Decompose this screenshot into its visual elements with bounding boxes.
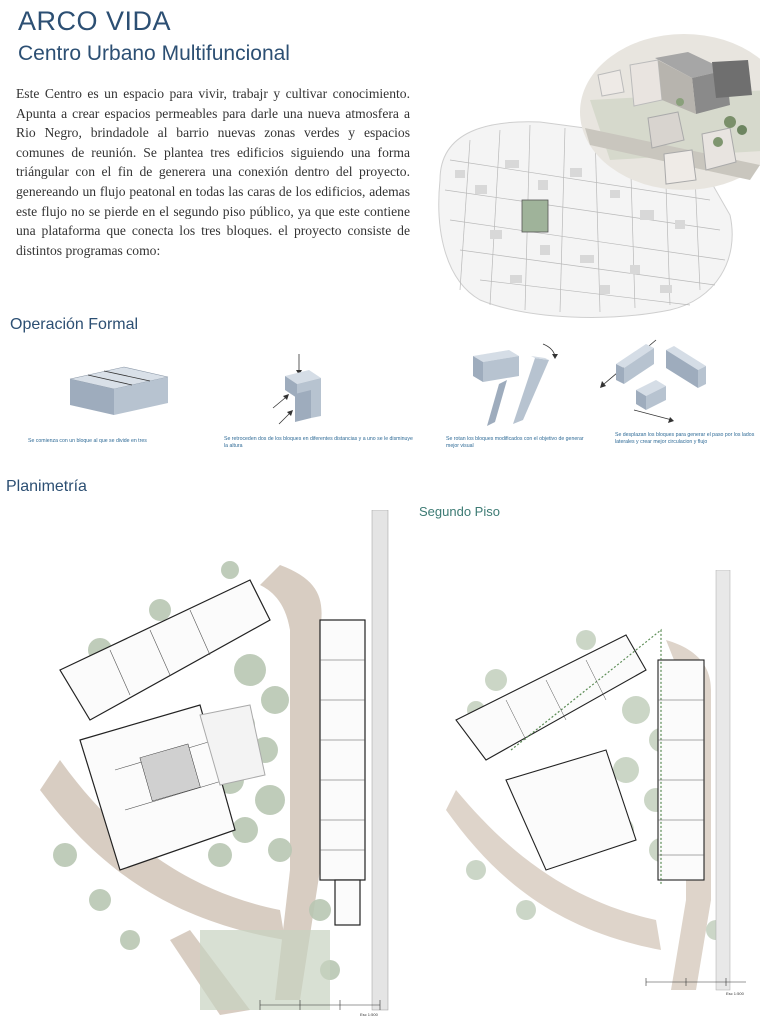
section-heading-planimetria: Planimetría: [6, 478, 87, 495]
scale-label-left: Esc 1:500: [360, 1012, 378, 1017]
intro-paragraph: Este Centro es un espacio para vivir, trabajr y cultivar conocimiento. Apunta a crear espacios permeables para darle una nueva atmosfera a Rio Negro, brindadole al barrio nuevas zonas verdes y espacios comunes de reunión. Se plantea tres edificios siguiendo una forma triángular con el fin de generera una conexión dentro del proyecto. genereando un flujo peatonal en todas las caras de los edificios, ademas este flujo no se pierde en el segundo piso público, ya que este contiene una plataforma que conecta los tres bloques. el proyecto consiste de distintos programas como:: [16, 86, 410, 258]
section-heading-operacion-formal: Operación Formal: [10, 316, 139, 333]
step-1-diagram: [60, 355, 180, 425]
plan-segundo-piso: [436, 570, 756, 1010]
site-context-image: [430, 30, 760, 320]
step-3-caption: Se rotan los bloques modificados con el objetivo de generar mejor visual: [446, 436, 584, 449]
page-subtitle: Centro Urbano Multifuncional: [18, 42, 290, 65]
step-4-diagram: [600, 336, 724, 426]
plan-primer-piso: [20, 510, 400, 1020]
step-2-caption: Se retroceden dos de los bloques en diferentes distancias y a uno se le disminuye la altura: [224, 436, 413, 449]
step-4-caption: Se desplazan los bloques para generar el paso por los lados laterales y crear mejor circulacion y flujo: [615, 432, 755, 445]
step-1-caption: Se comienza con un bloque al que se divide en tres: [28, 438, 147, 444]
step-3-diagram: [465, 340, 565, 430]
page-title: ARCO VIDA: [18, 6, 172, 36]
label-segundo-piso: Segundo Piso: [419, 504, 500, 519]
scale-label-right: Esc 1:500: [726, 991, 744, 996]
step-2-diagram: [265, 348, 345, 428]
